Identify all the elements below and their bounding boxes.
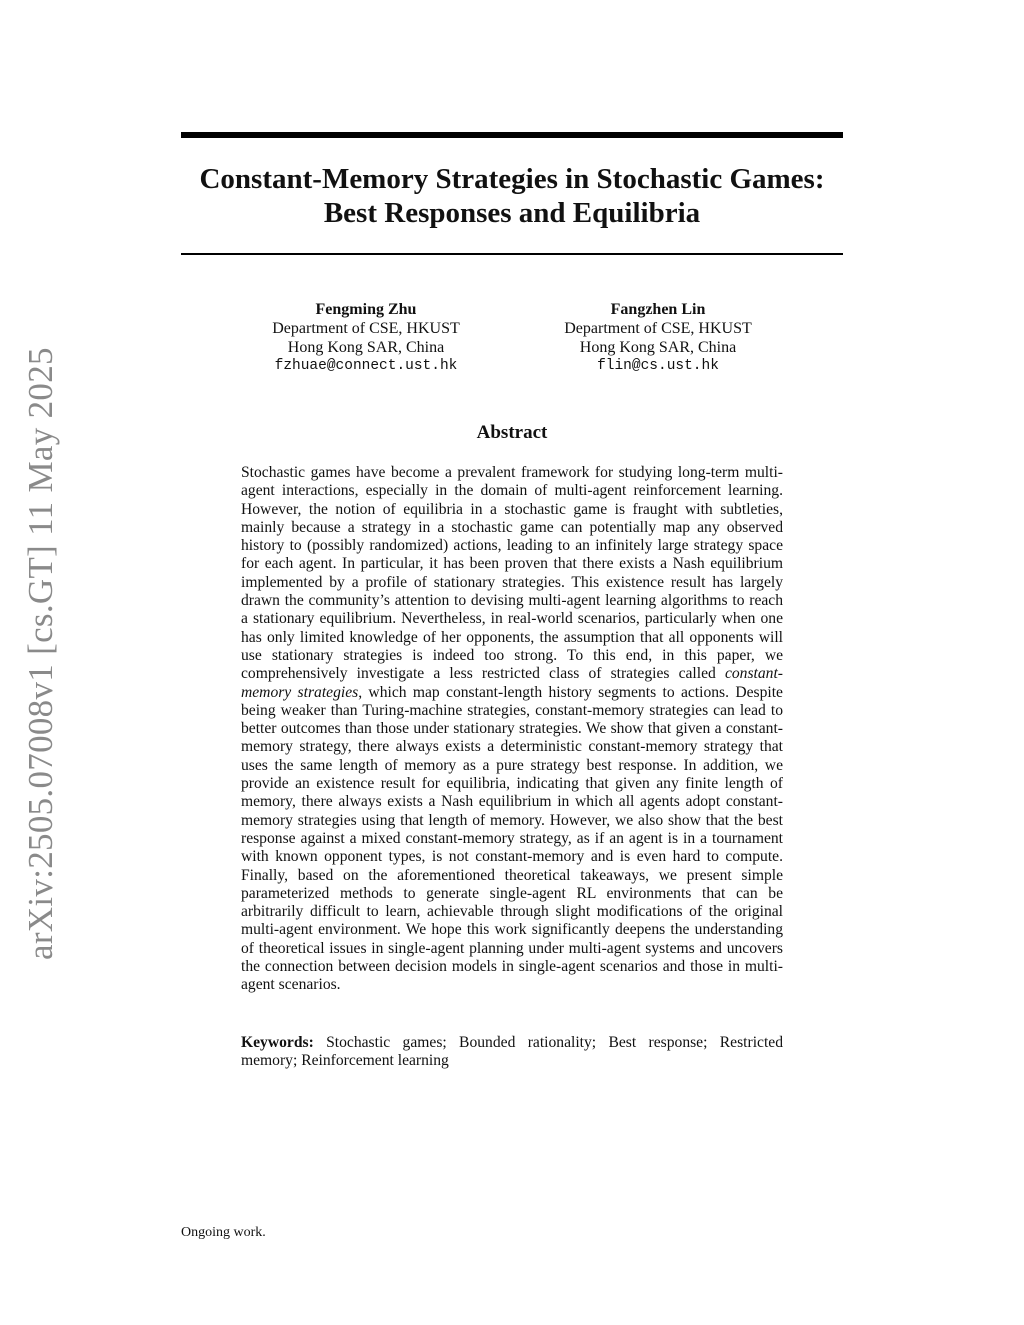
keywords-text: Stochastic games; Bounded rationality; Best response; Restricted memory; Reinforcement learning	[241, 1034, 783, 1070]
paper-title-line-2: Best Responses and Equilibria	[323, 197, 701, 229]
paper-title	[181, 162, 843, 230]
author-location: Hong Kong SAR, China	[287, 339, 445, 356]
author-email[interactable]: flin@cs.ust.hk	[597, 358, 719, 374]
author-email[interactable]: fzhuae@connect.ust.hk	[274, 358, 458, 374]
author-name: Fengming Zhu	[315, 301, 417, 318]
author-block-2	[508, 300, 808, 376]
title-top-rule	[181, 132, 843, 138]
author-affiliation: Department of CSE, HKUST	[564, 320, 752, 337]
title-bottom-rule	[181, 253, 843, 255]
abstract-body	[241, 464, 783, 995]
abstract-text-part-1: Stochastic games have become a prevalent framework for studying long-term multi-agent interactions, especially in the domain of multi-agent reinforcement learning. However, the notion of equilibria in a stochastic game is fraught with subtleties, mainly because a strategy in a stochastic game can potentially map any observed history to (possibly randomized) actions, leading to an infinitely large strategy space for each agent. In particular, it has been proven that there exists a Nash equilibrium implemented by a profile of stationary strategies. This existence result has largely drawn the community’s attention to devising multi-agent learning algorithms to reach a stationary equilibrium. Nevertheless, in real-world scenarios, particularly when one has only limited knowledge of her opponents, the assumption that all opponents will use stationary strategies is indeed too strong. To this end, in this paper, we comprehensively investigate a less restricted class of strategies called	[241, 464, 783, 683]
abstract-text-part-2: , which map constant-length history segments to actions. Despite being weaker than Turing-machine strategies, constant-memory strategies can lead to better outcomes than those under stationary strategies. We show that given a constant-memory strategy, there always exists a deterministic constant-memory strategy that uses the same length of memory as a pure strategy best response. In addition, we provide an existence result for equilibria, indicating that given any finite length of memory, there always exists a Nash equilibrium in which all agents adopt constant-memory strategies using that length of memory. However, we also show that the best response against a mixed constant-memory strategy, as if an agent is in a tournament with known opponent types, is not constant-memory and is even hard to compute. Finally, based on the aforementioned theoretical takeaways, we present simple parameterized methods to generate single-agent RL environments that can be arbitrarily difficult to learn, achievable through slight modifications of the original multi-agent environment. We hope this work significantly deepens the understanding of theoretical issues in single-agent planning under multi-agent systems and uncovers the connection between decision models in single-agent scenarios and those in multi-agent scenarios.	[241, 683, 783, 994]
arxiv-identifier-stamp: arXiv:2505.07008v1 [cs.GT] 11 May 2025	[21, 347, 60, 960]
abstract-heading: Abstract	[476, 422, 548, 443]
author-name: Fangzhen Lin	[610, 301, 706, 318]
keywords-label: Keywords:	[241, 1034, 314, 1051]
abstract-emphasis: constant-memory strategies	[241, 665, 783, 701]
keywords	[241, 1034, 783, 1071]
author-block-1	[216, 300, 516, 376]
author-location: Hong Kong SAR, China	[579, 339, 737, 356]
footnote: Ongoing work.	[181, 1225, 266, 1240]
paper-title-line-1: Constant-Memory Strategies in Stochastic Games:	[199, 163, 825, 195]
author-affiliation: Department of CSE, HKUST	[272, 320, 460, 337]
